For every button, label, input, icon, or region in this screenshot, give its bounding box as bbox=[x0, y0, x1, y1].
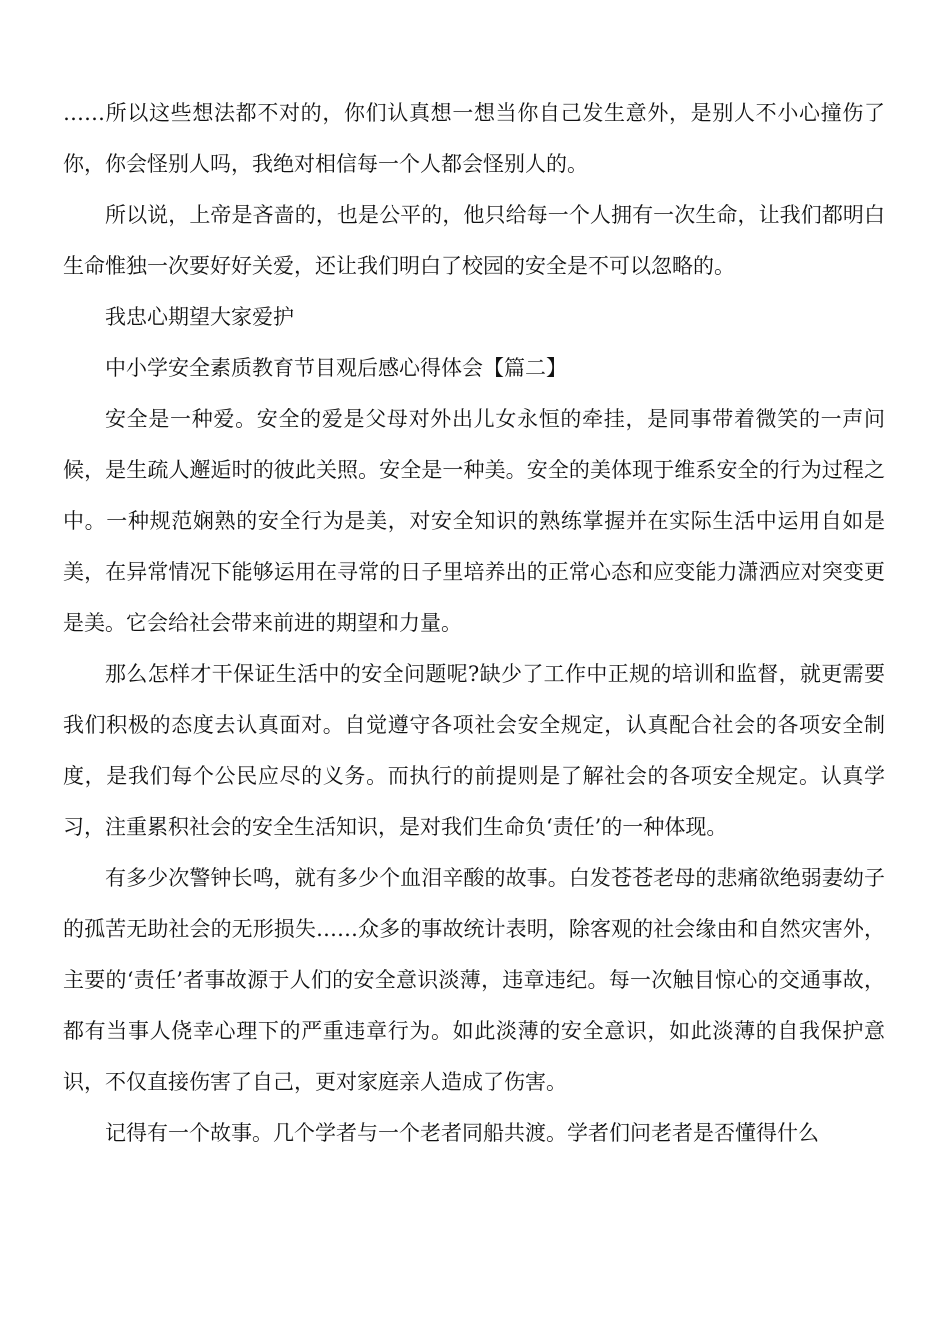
paragraph-continuation: ……所以这些想法都不对的，你们认真想一想当你自己发生意外，是别人不小心撞伤了你，你会怪别人吗，我绝对相信每一个人都会怪别人的。 bbox=[63, 101, 885, 176]
paragraph-story: 记得有一个故事。几个学者与一个老者同船共渡。学者们问老者是否懂得什么 bbox=[105, 1121, 819, 1145]
paragraph-alarm-bells: 有多少次警钟长鸣，就有多少个血泪辛酸的故事。白发苍苍老母的悲痛欲绝弱妻幼子的孤苦无助社会的无形损失……众多的事故统计表明，除客观的社会缘由和自然灾害外，主要的‘责任’者事故源于人们的安全意识淡薄，违章违纪。每一次触目惊心的交通事故，都有当事人侥幸心理下的严重违章行为。如此淡薄的安全意识，如此淡薄的自我保护意识，不仅直接伤害了自己，更对家庭亲人造成了伤害。 bbox=[63, 866, 885, 1094]
section-heading: 中小学安全素质教育节目观后感心得体会【篇二】 bbox=[105, 356, 567, 380]
paragraph-fairness: 所以说，上帝是吝啬的，也是公平的，他只给每一个人拥有一次生命，让我们都明白生命惟独一次要好好关爱，还让我们明白了校园的安全是不可以忽略的。 bbox=[63, 203, 885, 278]
document-body bbox=[63, 88, 885, 1159]
paragraph-hope: 我忠心期望大家爱护 bbox=[105, 305, 294, 329]
paragraph-how-to-ensure: 那么怎样才干保证生活中的安全问题呢?缺少了工作中正规的培训和监督，就更需要我们积极的态度去认真面对。自觉遵守各项社会安全规定，认真配合社会的各项安全制度，是我们每个公民应尽的义务。而执行的前提则是了解社会的各项安全规定。认真学习，注重累积社会的安全生活知识，是对我们生命负‘责任’的一种体现。 bbox=[63, 662, 885, 839]
paragraph-safety-love: 安全是一种爱。安全的爱是父母对外出儿女永恒的牵挂，是同事带着微笑的一声问候，是生疏人邂逅时的彼此关照。安全是一种美。安全的美体现于维系安全的行为过程之中。一种规范娴熟的安全行为是美，对安全知识的熟练掌握并在实际生活中运用自如是美，在异常情况下能够运用在寻常的日子里培养出的正常心态和应变能力潇洒应对突变更是美。它会给社会带来前进的期望和力量。 bbox=[63, 407, 885, 635]
